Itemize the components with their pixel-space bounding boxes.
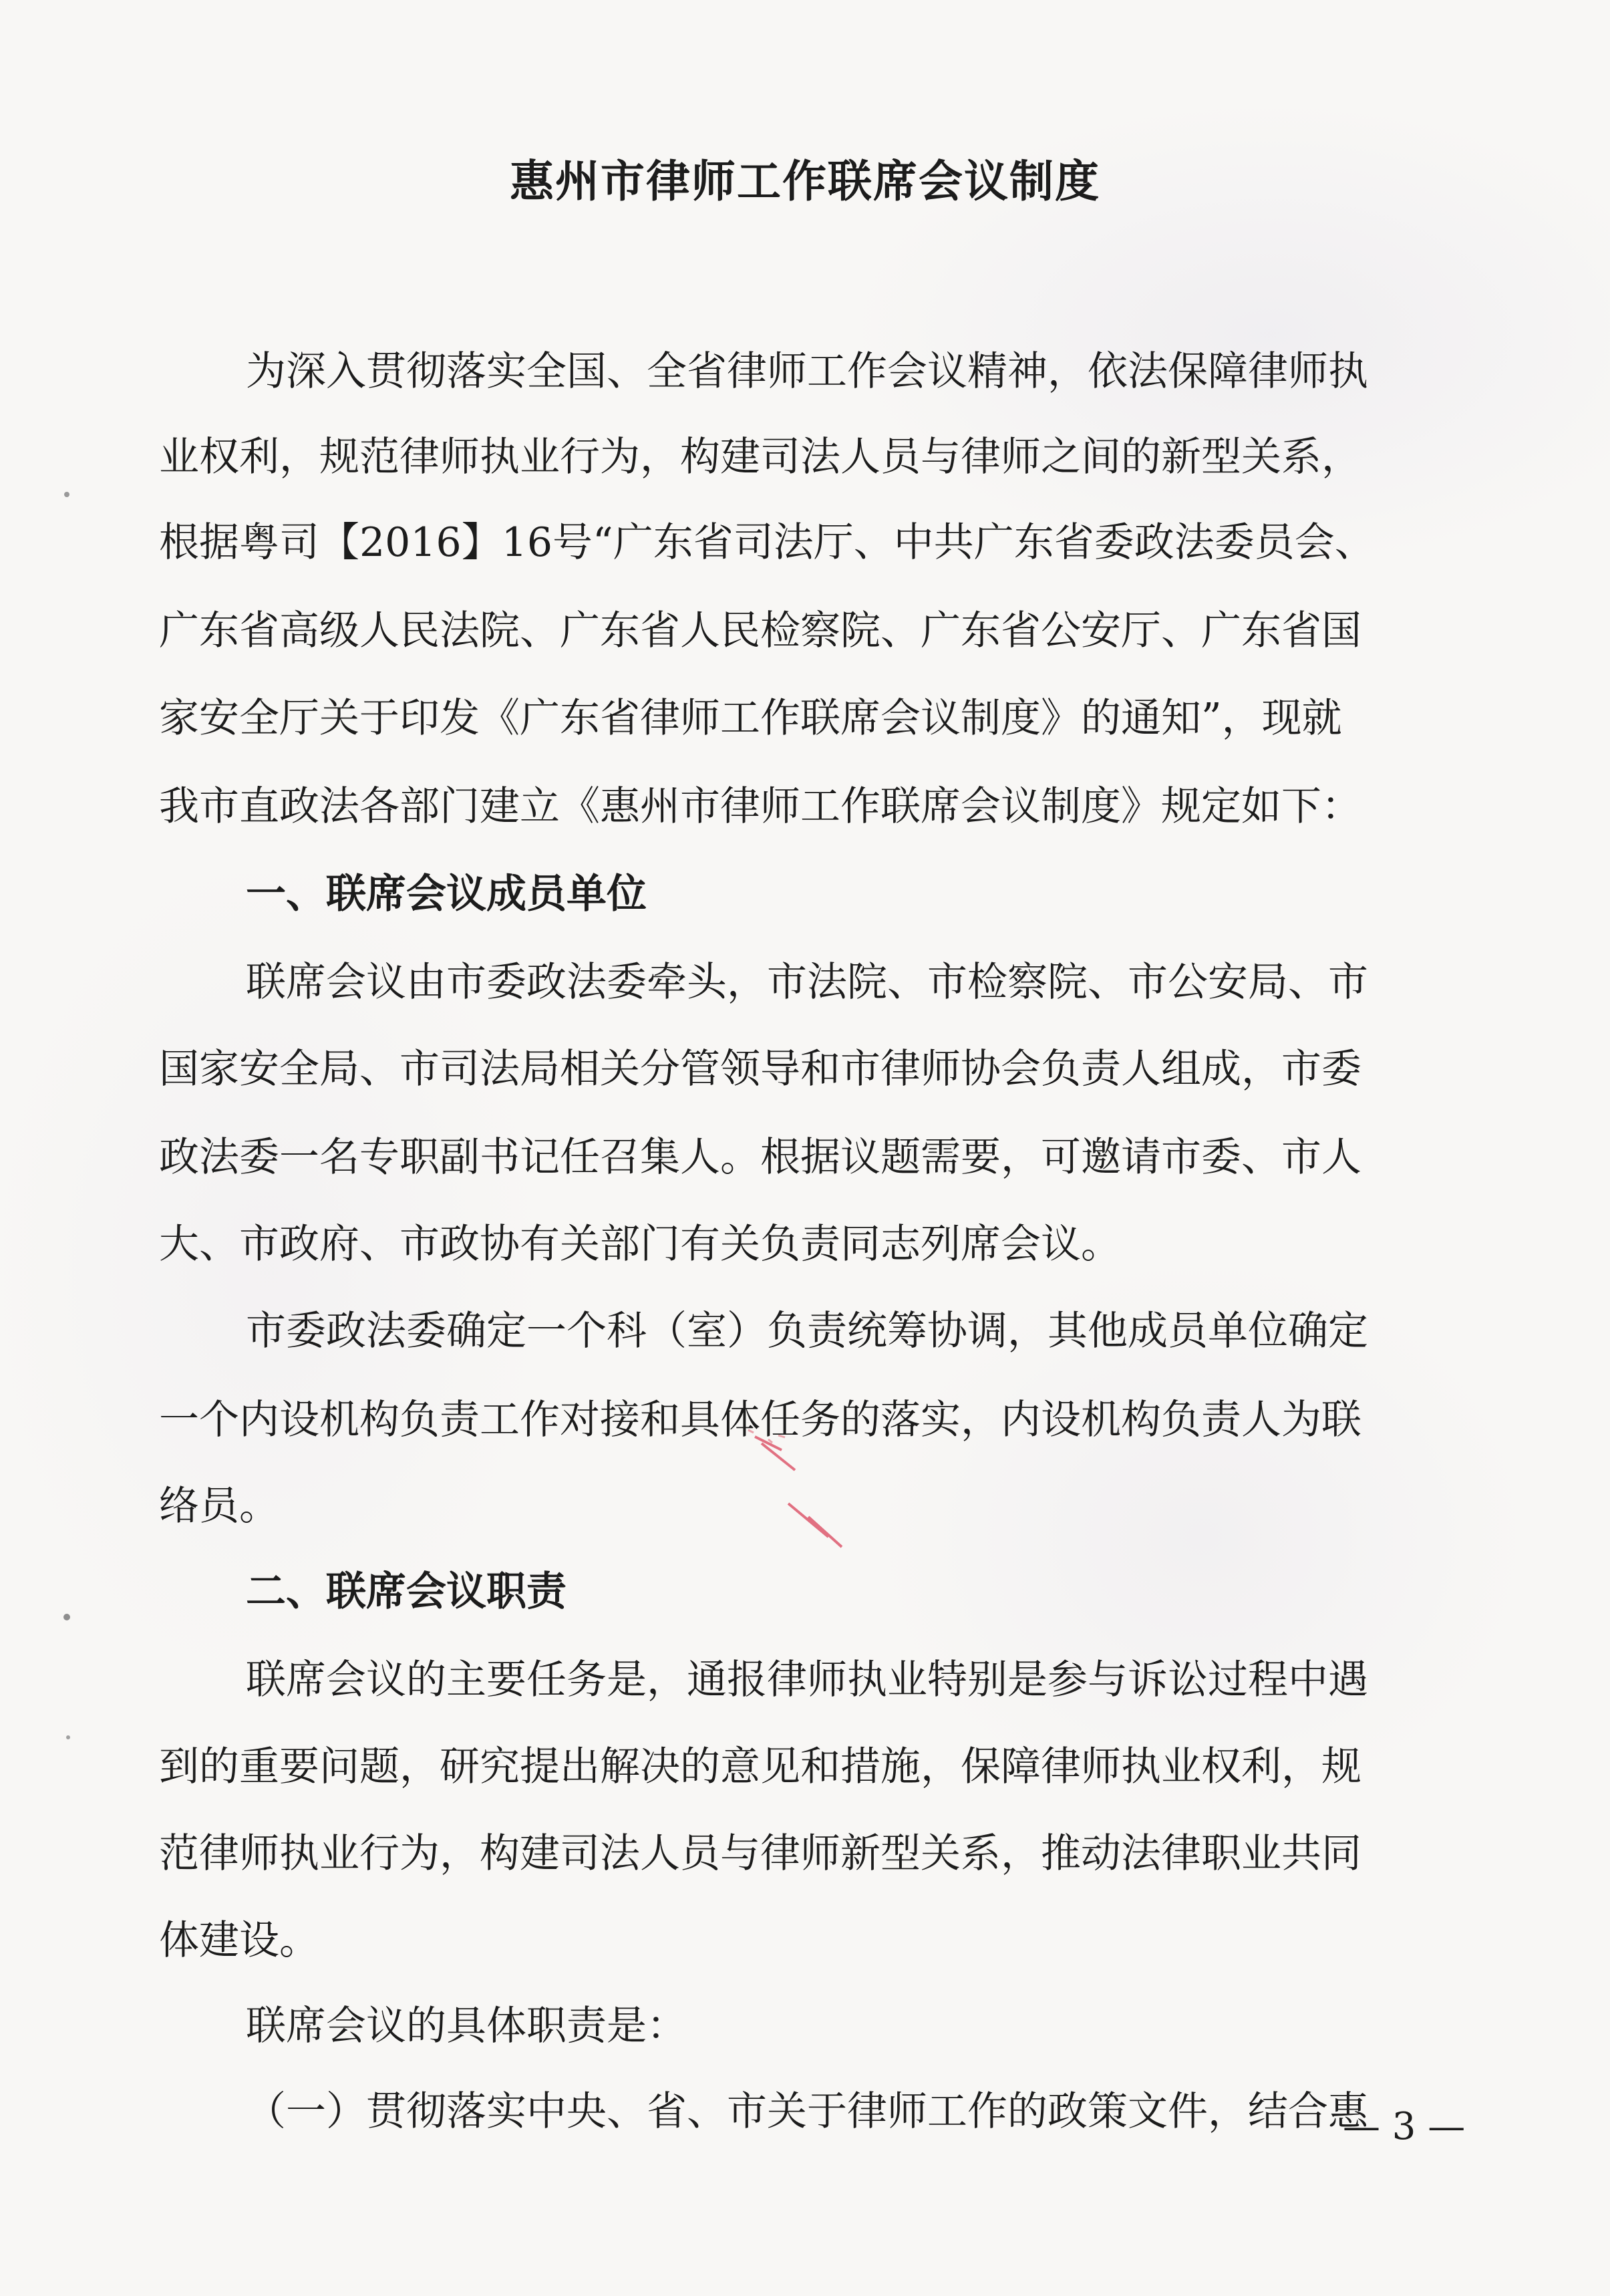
paragraph-line: 业权利，规范律师执业行为，构建司法人员与律师之间的新型关系， <box>159 434 1361 480</box>
paragraph-line: 联席会议的具体职责是： <box>246 2003 687 2049</box>
paragraph-line: 联席会议的主要任务是，通报律师执业特别是参与诉讼过程中遇 <box>246 1657 1368 1703</box>
paragraph-line: 市委政法委确定一个科（室）负责统筹协调，其他成员单位确定 <box>246 1308 1368 1354</box>
page-number: — 3 — <box>1343 2105 1466 2148</box>
red-stamp-mark <box>742 1423 875 1557</box>
paragraph-line: 政法委一名专职副书记任召集人。根据议题需要，可邀请市委、市人 <box>159 1134 1361 1181</box>
section-heading-2: 二、联席会议职责 <box>246 1568 567 1615</box>
document-title: 惠州市律师工作联席会议制度 <box>510 155 1100 207</box>
paragraph-line: 根据粤司【2016】16号“广东省司法厅、中共广东省委政法委员会、 <box>159 519 1375 566</box>
paragraph-line: 大、市政府、市政协有关部门有关负责同志列席会议。 <box>159 1221 1121 1268</box>
paragraph-line: 体建设。 <box>159 1917 319 1964</box>
paragraph-line: 家安全厅关于印发《广东省律师工作联席会议制度》的通知”，现就 <box>159 695 1342 742</box>
paragraph-line: 一个内设机构负责工作对接和具体任务的落实，内设机构负责人为联 <box>159 1397 1361 1443</box>
paragraph-line: 广东省高级人民法院、广东省人民检察院、广东省公安厅、广东省国 <box>159 607 1361 654</box>
paragraph-line: 为深入贯彻落实全国、全省律师工作会议精神，依法保障律师执 <box>246 348 1368 395</box>
paragraph-line: 我市直政法各部门建立《惠州市律师工作联席会议制度》规定如下： <box>159 783 1361 830</box>
paragraph-line: 络员。 <box>159 1483 279 1530</box>
paragraph-line: 联席会议由市委政法委牵头，市法院、市检察院、市公安局、市 <box>246 959 1368 1006</box>
paragraph-line: 国家安全局、市司法局相关分管领导和市律师协会负责人组成，市委 <box>159 1046 1361 1093</box>
paragraph-line: 范律师执业行为，构建司法人员与律师新型关系，推动法律职业共同 <box>159 1830 1361 1877</box>
paragraph-line: 到的重要问题，研究提出解决的意见和措施，保障律师执业权利，规 <box>159 1743 1361 1790</box>
binding-marks <box>53 468 80 1804</box>
section-heading-1: 一、联席会议成员单位 <box>246 871 647 917</box>
paragraph-line: （一）贯彻落实中央、省、市关于律师工作的政策文件，结合惠 <box>246 2088 1368 2135</box>
